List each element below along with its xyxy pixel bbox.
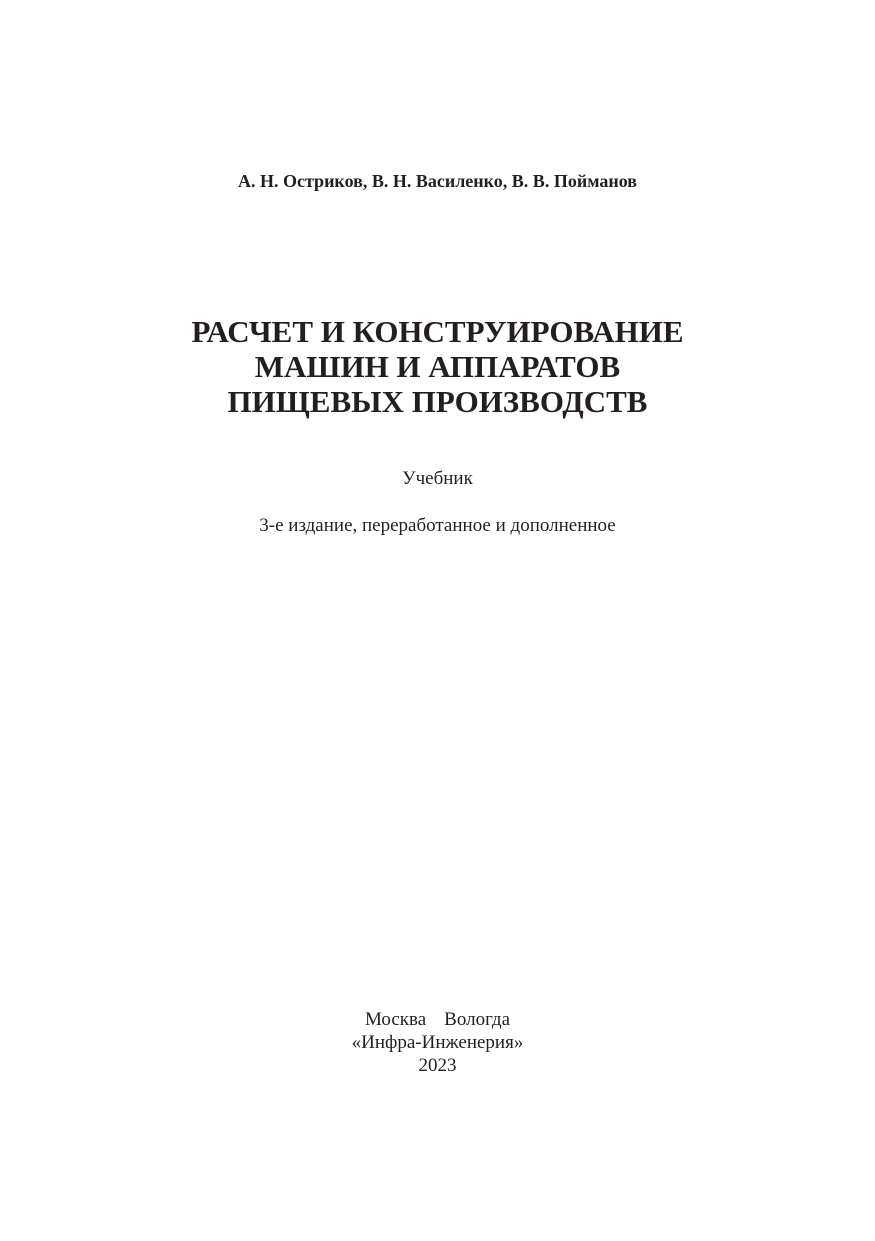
- imprint-year: 2023: [418, 1055, 457, 1076]
- imprint-city-vologda: Вологда: [444, 1009, 511, 1030]
- imprint-cities: [0, 1008, 875, 1031]
- edition-note: 3-е издание, переработанное и дополненное: [259, 515, 616, 536]
- book-title: [0, 314, 875, 419]
- book-type: Учебник: [402, 468, 473, 489]
- book-title-line-2: МАШИН И АППАРАТОВ: [254, 349, 621, 384]
- imprint: [0, 1008, 875, 1077]
- imprint-publisher: «Инфра-Инженерия»: [351, 1032, 524, 1053]
- book-title-line-1: РАСЧЕТ И КОНСТРУИРОВАНИЕ: [191, 314, 684, 349]
- authors: А. Н. Остриков, В. Н. Василенко, В. В. Пойманов: [238, 171, 637, 191]
- imprint-city-moscow: Москва: [364, 1009, 427, 1030]
- book-title-line-3: ПИЩЕВЫХ ПРОИЗВОДСТВ: [227, 384, 648, 419]
